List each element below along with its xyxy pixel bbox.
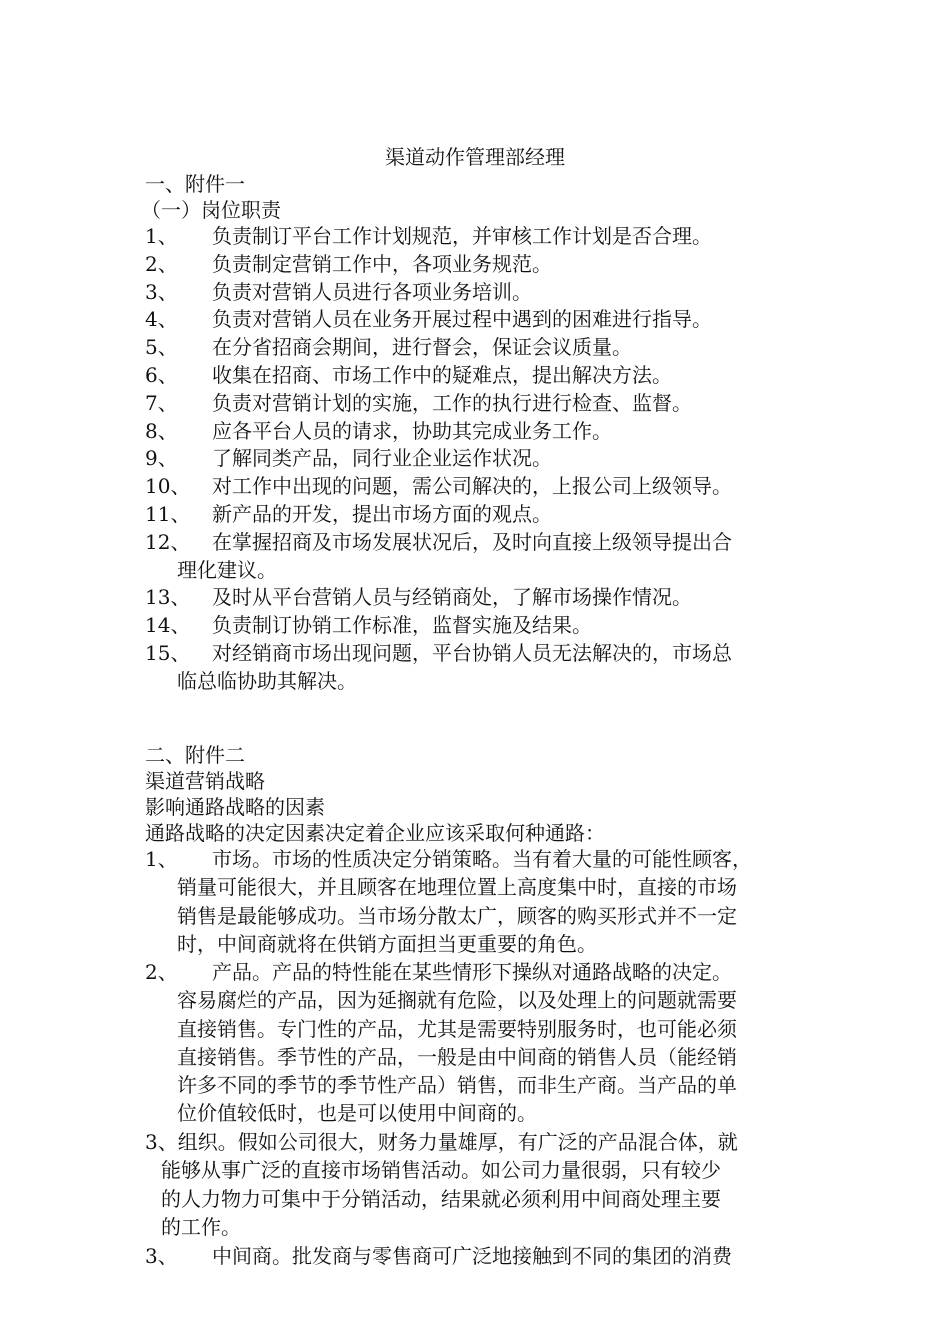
item-number: 10、 <box>145 474 191 499</box>
item-text-continued: 理化建议。 <box>177 558 277 583</box>
item-text: 及时从平台营销人员与经销商处，了解市场操作情况。 <box>212 585 692 610</box>
list-item <box>145 417 825 445</box>
list-item <box>145 1242 825 1270</box>
item-number: 15、 <box>145 641 191 665</box>
item-text-continued: 位价值较低时，也是可以使用中间商的。 <box>177 1101 537 1126</box>
list-item <box>145 278 825 306</box>
item-text-continued: 的人力物力可集中于分销活动，结果就必须利用中间商处理主要 <box>161 1186 721 1211</box>
list-item <box>145 222 825 250</box>
list-item <box>145 472 825 500</box>
item-text: 在分省招商会期间，进行督会，保证会议质量。 <box>212 335 632 360</box>
list-item <box>145 958 825 1128</box>
annex1-heading: 一、附件一 <box>145 172 245 196</box>
item-text: 新产品的开发，提出市场方面的观点。 <box>212 502 552 526</box>
list-item <box>145 500 825 528</box>
item-text: 在掌握招商及市场发展状况后，及时向直接上级领导提出合 <box>212 529 732 554</box>
item-text: 负责制订协销工作标准，监督实施及结果。 <box>212 613 592 638</box>
item-number: 2、 <box>145 960 178 984</box>
annex2-line-3: 通路战略的决定因素决定着企业应该采取何种通路： <box>145 821 605 845</box>
annex2-line-2: 影响通路战略的因素 <box>145 795 325 819</box>
item-text: 负责对营销计划的实施，工作的执行进行检查、监督。 <box>212 390 692 415</box>
item-text-continued: 销售是最能够成功。当市场分散太广，顾客的购买形式并不一定 <box>177 903 737 928</box>
item-text-continued: 容易腐烂的产品，因为延搁就有危险，以及处理上的问题就需要 <box>177 988 737 1013</box>
item-text: 收集在招商、市场工作中的疑难点，提出解决方法。 <box>212 363 672 387</box>
item-number: 5、 <box>145 335 178 360</box>
item-number: 11、 <box>145 502 191 526</box>
list-item <box>145 845 825 958</box>
item-number: 2、 <box>145 251 178 276</box>
item-number: 14、 <box>145 613 191 638</box>
item-number: 13、 <box>145 585 191 610</box>
list-item <box>145 639 825 696</box>
item-number: 3、 <box>145 1130 178 1154</box>
item-number: 12、 <box>145 529 191 554</box>
item-number: 4、 <box>145 307 178 332</box>
item-text: 负责制定营销工作中，各项业务规范。 <box>212 251 552 276</box>
item-text: 中间商。批发商与零售商可广泛地接触到不同的集团的消费 <box>212 1244 732 1268</box>
item-text: 产品。产品的特性能在某些情形下操纵对通路战略的决定。 <box>212 960 732 984</box>
item-text-continued: 许多不同的季节的季节性产品）销售，而非生产商。当产品的单 <box>177 1073 737 1098</box>
item-number: 7、 <box>145 390 178 415</box>
list-item <box>145 583 825 611</box>
list-item <box>145 528 825 585</box>
annex2-line-1: 渠道营销战略 <box>145 769 265 793</box>
item-text-continued: 时，中间商就将在供销方面担当更重要的角色。 <box>177 931 597 956</box>
list-item <box>145 389 825 417</box>
item-text-continued: 的工作。 <box>161 1214 241 1239</box>
item-text: 了解同类产品，同行业企业运作状况。 <box>212 446 552 471</box>
item-number: 6、 <box>145 363 178 387</box>
item-number: 8、 <box>145 418 178 443</box>
item-text-continued: 能够从事广泛的直接市场销售活动。如公司力量很弱，只有较少 <box>161 1158 721 1183</box>
list-item <box>145 611 825 639</box>
page-title: 渠道动作管理部经理 <box>385 145 565 169</box>
item-number: 1、 <box>145 847 178 871</box>
list-item <box>145 444 825 472</box>
item-text-continued: 销量可能很大，并且顾客在地理位置上高度集中时，直接的市场 <box>177 875 737 900</box>
list-item <box>145 361 825 389</box>
item-number: 9、 <box>145 446 178 471</box>
item-text: 负责对营销人员在业务开展过程中遇到的困难进行指导。 <box>212 307 712 332</box>
annex1-subheading: （一）岗位职责 <box>141 198 281 222</box>
item-text: 负责制订平台工作计划规范，并审核工作计划是否合理。 <box>212 224 712 248</box>
annex2-heading: 二、附件二 <box>145 743 245 767</box>
item-number: 3、 <box>145 1244 178 1268</box>
list-item <box>145 250 825 278</box>
item-text: 对经销商市场出现问题，平台协销人员无法解决的，市场总 <box>212 641 732 665</box>
list-item <box>145 305 825 333</box>
item-text: 对工作中出现的问题，需公司解决的，上报公司上级领导。 <box>212 474 732 499</box>
item-text-continued: 临总临协助其解决。 <box>177 669 357 694</box>
item-text: 市场。市场的性质决定分销策略。当有着大量的可能性顾客， <box>212 847 752 871</box>
list-item <box>145 333 825 361</box>
item-text-continued: 直接销售。季节性的产品，一般是由中间商的销售人员（能经销 <box>177 1044 737 1069</box>
item-text: 应各平台人员的请求，协助其完成业务工作。 <box>212 418 612 443</box>
item-text-continued: 直接销售。专门性的产品，尤其是需要特别服务时，也可能必须 <box>177 1016 737 1041</box>
list-item <box>145 1128 738 1241</box>
item-text: 组织。假如公司很大，财务力量雄厚，有广泛的产品混合体，就 <box>177 1130 738 1154</box>
item-text: 负责对营销人员进行各项业务培训。 <box>212 279 532 304</box>
item-number: 1、 <box>145 224 178 248</box>
item-number: 3、 <box>145 279 178 304</box>
